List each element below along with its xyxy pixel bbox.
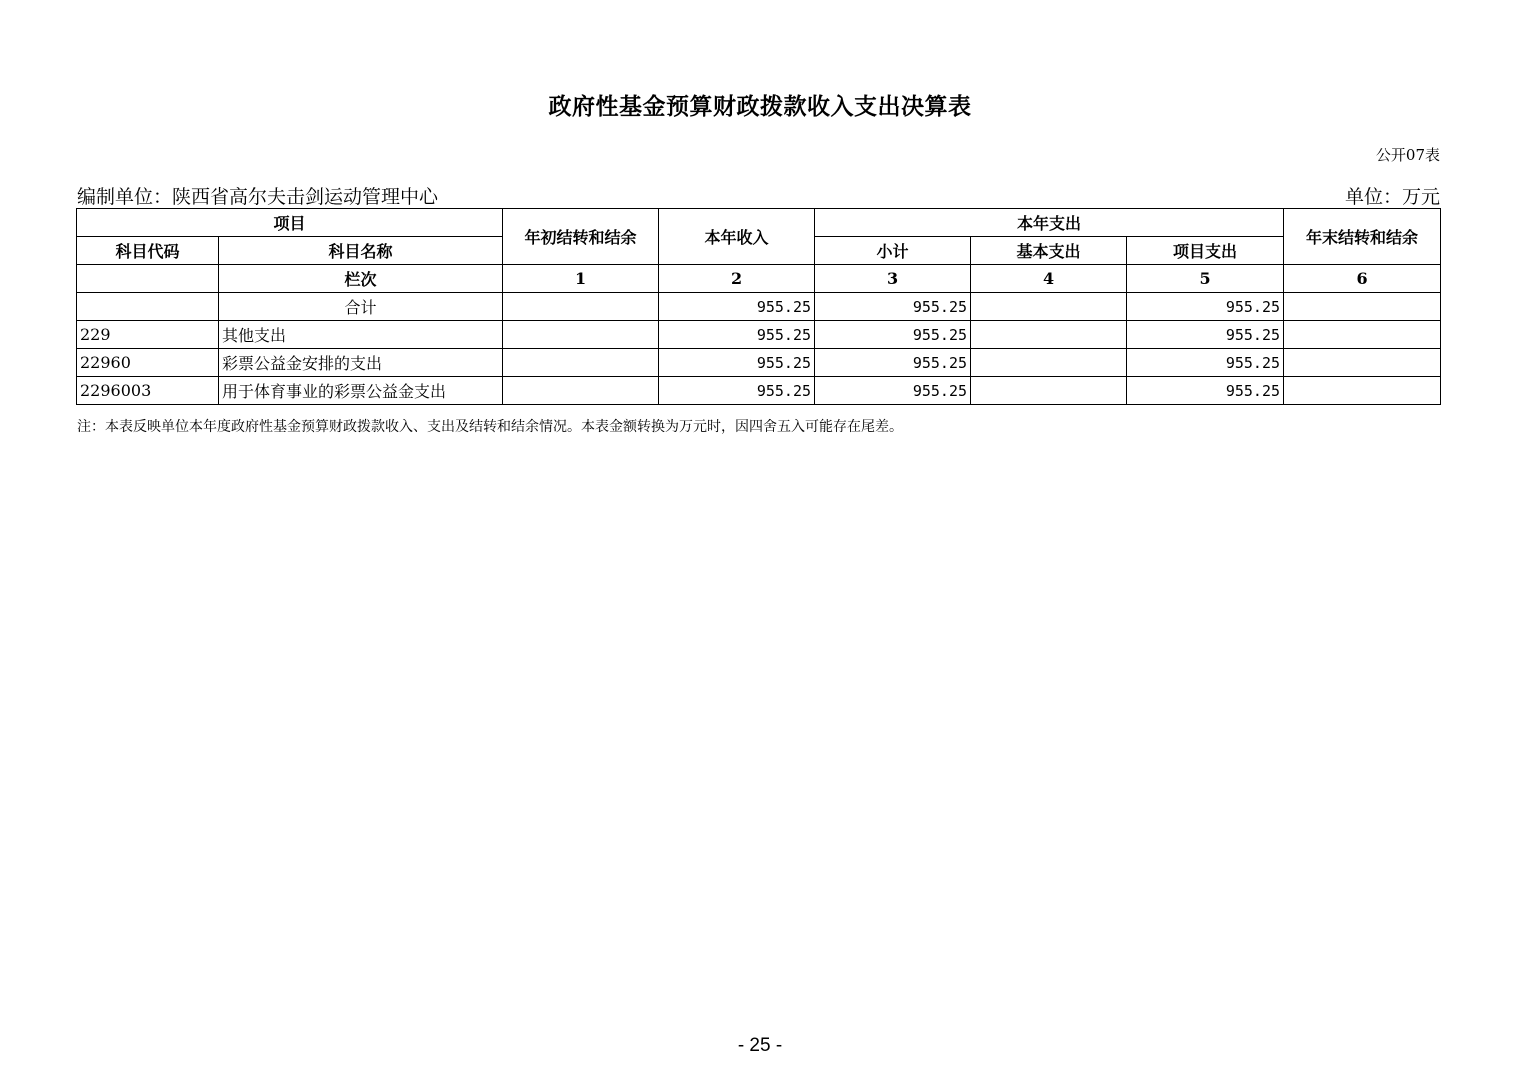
cell-begin	[503, 377, 659, 405]
cell-begin	[503, 349, 659, 377]
page-title: 政府性基金预算财政拨款收入支出决算表	[548, 93, 972, 120]
cell-project: 955.25	[1127, 293, 1284, 321]
page-number: - 25 -	[737, 1035, 783, 1056]
cell-code: 229	[77, 321, 219, 349]
cell-name: 用于体育事业的彩票公益金支出	[219, 377, 503, 405]
cell-subtotal: 955.25	[815, 293, 971, 321]
index-cell: 1	[503, 265, 659, 293]
cell-basic	[971, 293, 1127, 321]
cell-end	[1284, 349, 1441, 377]
cell-project: 955.25	[1127, 349, 1284, 377]
cell-subtotal: 955.25	[815, 377, 971, 405]
index-label: 栏次	[219, 265, 503, 293]
cell-basic	[971, 377, 1127, 405]
index-cell-empty	[77, 265, 219, 293]
header-basic: 基本支出	[971, 237, 1127, 265]
cell-name: 合计	[219, 293, 503, 321]
cell-code: 22960	[77, 349, 219, 377]
cell-end	[1284, 321, 1441, 349]
cell-subtotal: 955.25	[815, 349, 971, 377]
table-row	[77, 349, 1441, 377]
header-name: 科目名称	[219, 237, 503, 265]
cell-project: 955.25	[1127, 321, 1284, 349]
header-expense: 本年支出	[815, 209, 1284, 237]
table-row	[77, 293, 1441, 321]
cell-income: 955.25	[659, 349, 815, 377]
header-begin-balance: 年初结转和结余	[503, 209, 659, 265]
index-cell: 6	[1284, 265, 1441, 293]
cell-end	[1284, 377, 1441, 405]
cell-code	[77, 293, 219, 321]
unit-label: 单位：万元	[1344, 186, 1440, 208]
column-index-row	[77, 265, 1441, 293]
footnote: 注：本表反映单位本年度政府性基金预算财政拨款收入、支出及结转和结余情况。本表金额转换为万元时，因四舍五入可能存在尾差。	[77, 419, 903, 435]
cell-income: 955.25	[659, 321, 815, 349]
cell-begin	[503, 321, 659, 349]
header-code: 科目代码	[77, 237, 219, 265]
table-number: 公开07表	[1375, 146, 1440, 164]
budget-table	[76, 208, 1441, 405]
cell-basic	[971, 349, 1127, 377]
header-subtotal: 小计	[815, 237, 971, 265]
index-cell: 5	[1127, 265, 1284, 293]
header-project: 项目支出	[1127, 237, 1284, 265]
cell-begin	[503, 293, 659, 321]
table-row	[77, 377, 1441, 405]
cell-income: 955.25	[659, 377, 815, 405]
index-cell: 3	[815, 265, 971, 293]
header-income: 本年收入	[659, 209, 815, 265]
cell-income: 955.25	[659, 293, 815, 321]
index-cell: 2	[659, 265, 815, 293]
cell-name: 彩票公益金安排的支出	[219, 349, 503, 377]
table-row	[77, 321, 1441, 349]
cell-end	[1284, 293, 1441, 321]
header-end-balance: 年末结转和结余	[1284, 209, 1441, 265]
organization-label: 编制单位：陕西省高尔夫击剑运动管理中心	[77, 186, 439, 208]
cell-name: 其他支出	[219, 321, 503, 349]
header-item: 项目	[77, 209, 503, 237]
cell-subtotal: 955.25	[815, 321, 971, 349]
index-cell: 4	[971, 265, 1127, 293]
cell-project: 955.25	[1127, 377, 1284, 405]
cell-code: 2296003	[77, 377, 219, 405]
cell-basic	[971, 321, 1127, 349]
